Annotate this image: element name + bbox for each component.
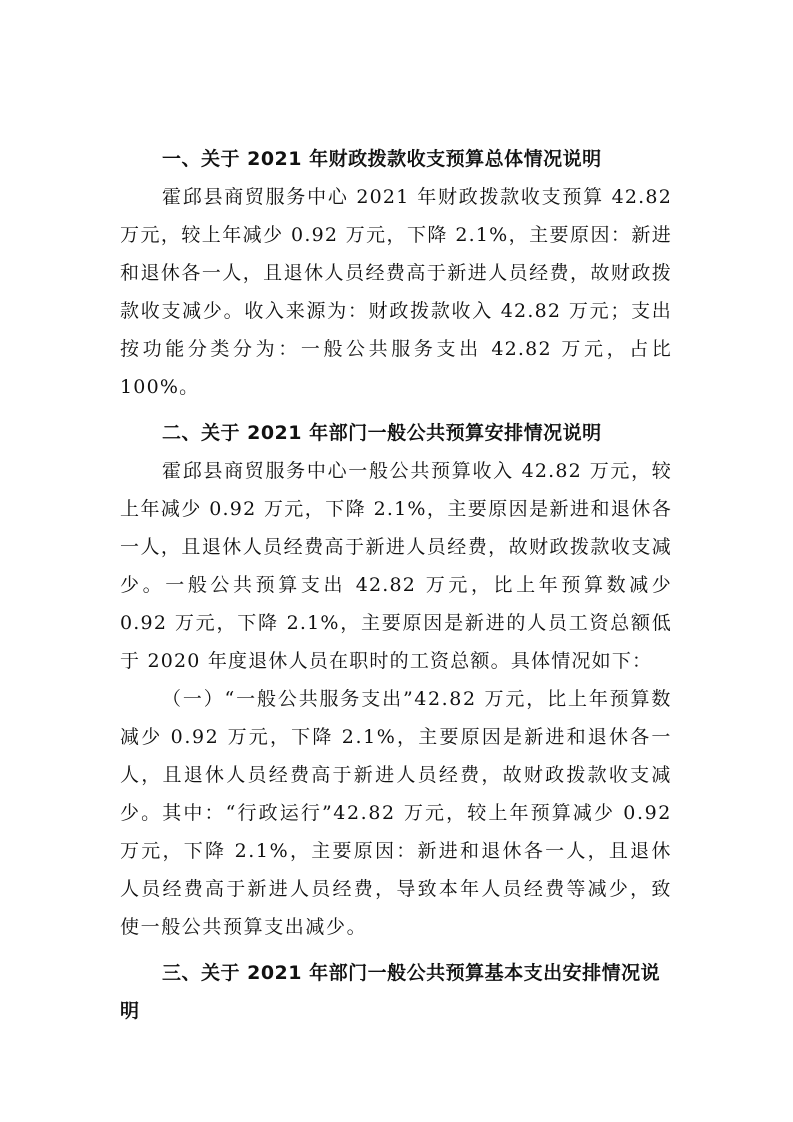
section-spacer [120, 406, 672, 414]
section-2-paragraph-2: （一）“一般公共服务支出”42.82 万元，比上年预算数减少 0.92 万元，下降 2.1%，主要原因是新进和退休各一人，且退休人员经费高于新进人员经费，故财政拨款收支减少。其中：“行政运行”42.82 万元，较上年预算减少 0.92 万元，下降 2.1%，主要原因：新进和退休各一人，且退休人员经费高于新进人员经费，导致本年人员经费等减少，致使一般公共预算支出减少。 [120, 688, 672, 938]
document-page [120, 140, 672, 1030]
section-heading-3: 三、关于 2021 年部门一般公共预算基本支出安排情况说明 [120, 962, 661, 1022]
section-spacer [120, 946, 672, 954]
section-heading-2: 二、关于 2021 年部门一般公共预算安排情况说明 [162, 422, 602, 444]
section-1-paragraph-1: 霍邱县商贸服务中心 2021 年财政拨款收支预算 42.82 万元，较上年减少 0.92 万元，下降 2.1%，主要原因：新进和退休各一人，且退休人员经费高于新进人员经费，故财政拨款收支减少。收入来源为：财政拨款收入 42.82 万元；支出按功能分类分为：一般公共服务支出 42.82 万元，占比 100%。 [120, 186, 672, 398]
section-heading-1: 一、关于 2021 年财政拨款收支预算总体情况说明 [162, 148, 602, 170]
section-2-paragraph-1: 霍邱县商贸服务中心一般公共预算收入 42.82 万元，较上年减少 0.92 万元，下降 2.1%，主要原因是新进和退休各一人，且退休人员经费高于新进人员经费，故财政拨款收支减少。一般公共预算支出 42.82 万元，比上年预算数减少 0.92 万元，下降 2.1%，主要原因是新进的人员工资总额低于 2020 年度退休人员在职时的工资总额。具体情况如下： [120, 460, 672, 672]
